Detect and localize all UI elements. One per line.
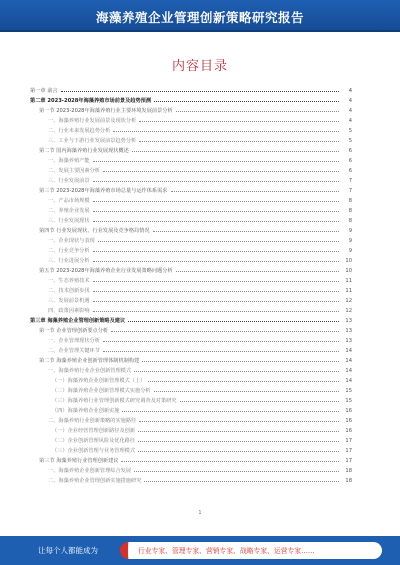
toc-leader-dots: [154, 386, 339, 392]
toc-entry-page: 14: [345, 368, 352, 374]
toc-entry[interactable]: [30, 396, 352, 406]
toc-entry[interactable]: [30, 366, 352, 376]
toc-entry-page: 17: [345, 448, 352, 454]
toc-entry-page: 15: [345, 398, 352, 404]
toc-entry-page: 16: [345, 418, 352, 424]
toc-entry[interactable]: [30, 306, 352, 316]
toc-entry[interactable]: [30, 456, 352, 466]
toc-entry-page: 4: [348, 118, 352, 124]
toc-entry-page: 4: [348, 88, 352, 94]
toc-leader-dots: [113, 126, 339, 132]
toc-leader-dots: [144, 476, 339, 482]
toc-entry-page: 11: [345, 288, 352, 294]
toc-entry-page: 5: [348, 128, 352, 134]
toc-entry[interactable]: [30, 266, 352, 276]
toc-leader-dots: [138, 446, 339, 452]
toc-entry-label: （一）海藻养殖企业创新管理模式（上）: [52, 378, 146, 384]
toc-entry-page: 12: [345, 298, 352, 304]
toc-entry-label: 第四节 行业发展现状、行业发展及竞争格局情况: [39, 228, 150, 234]
toc-entry-label: （二）海藻养殖企业创新管理模式实施分析: [52, 388, 151, 394]
toc-entry-label: 二、行业竞争分析: [48, 248, 90, 254]
toc-entry-page: 18: [345, 478, 352, 484]
toc-entry[interactable]: [30, 186, 352, 196]
toc-leader-dots: [139, 136, 339, 142]
toc-entry-page: 11: [345, 278, 352, 284]
toc-entry-page: 17: [345, 458, 352, 464]
toc-entry-page: 13: [345, 338, 352, 344]
toc-entry-label: 二、海藻养殖行业创新策略的实施路径: [48, 418, 137, 424]
toc-entry[interactable]: [30, 286, 352, 296]
toc-leader-dots: [128, 316, 339, 322]
toc-entry-page: 13: [345, 328, 352, 334]
toc-entry-label: （三）海藻养殖行业管理创新模式研究调查及对策研究: [52, 398, 177, 404]
toc-leader-dots: [176, 106, 339, 112]
toc-leader-dots: [93, 176, 339, 182]
toc-entry-page: 9: [348, 228, 352, 234]
toc-entry[interactable]: [30, 176, 352, 186]
toc-entry-page: 15: [345, 388, 352, 394]
toc-entry-label: 三、工业与下游行业发展前景趋势分析: [48, 138, 137, 144]
toc-entry-label: 二、行业未来发展趋势分析: [48, 128, 111, 134]
toc-entry-label: 一、企业现状与表现: [48, 238, 95, 244]
toc-leader-dots: [93, 246, 339, 252]
toc-leader-dots: [138, 426, 339, 432]
toc-leader-dots: [139, 416, 339, 422]
toc-entry-label: 三、行业进展分析: [48, 258, 90, 264]
report-title: 海藻养殖企业管理创新策略研究报告: [95, 10, 304, 25]
toc-entry-page: 10: [345, 268, 352, 274]
toc-entry[interactable]: [30, 106, 352, 116]
toc-entry-label: 二、企业管理关键环节: [48, 348, 100, 354]
toc-entry-label: （四）海藻养殖企业创新实施: [52, 408, 120, 414]
footer-bar: [0, 536, 400, 565]
toc-entry[interactable]: [30, 386, 352, 396]
toc-entry-page: 7: [348, 188, 352, 194]
toc-entry-label: 二、技术创新步伐: [48, 288, 90, 294]
toc-entry-label: （二）企业创新管理风险及优化路径: [52, 438, 136, 444]
toc-entry[interactable]: [30, 346, 352, 356]
toc-entry-label: 第一节 2023-2028年海藻养殖行业主要环境发展前景分析: [39, 108, 173, 114]
toc-leader-dots: [148, 376, 339, 382]
toc-entry-label: （三）企业创新管理与业务管理模式: [52, 448, 136, 454]
toc-entry[interactable]: [30, 426, 352, 436]
page-number: 1: [198, 510, 202, 516]
toc-leader-dots: [61, 86, 339, 92]
toc-leader-dots: [93, 286, 339, 292]
toc-leader-dots: [134, 366, 339, 372]
toc-entry-page: 14: [345, 378, 352, 384]
toc-entry-label: 一、海藻养殖行业企业创新管理模式: [48, 368, 132, 374]
table-of-contents: [30, 86, 352, 486]
toc-entry-label: 第二节 海藻养殖企业创新管理体制机制构建: [39, 358, 140, 364]
toc-entry[interactable]: [30, 236, 352, 246]
toc-entry-page: 4: [348, 108, 352, 114]
toc-entry-label: 第三章 海藻养殖企业管理创新策略及建议: [30, 318, 126, 324]
toc-entry-page: 9: [348, 238, 352, 244]
toc-entry-page: 8: [348, 198, 352, 204]
toc-entry-label: 第二章 2023-2028年海藻养殖市场前景及趋势预测: [30, 98, 152, 104]
toc-entry[interactable]: [30, 356, 352, 366]
toc-leader-dots: [93, 296, 339, 302]
toc-entry-label: （一）企业经营管理创新路径及创新: [52, 428, 136, 434]
toc-leader-dots: [171, 186, 340, 192]
toc-entry-label: 三、行业发展现状: [48, 218, 90, 224]
toc-leader-dots: [93, 156, 339, 162]
footer-pill-text: 行业专家、管理专家、营销专家、战略专家、运营专家……: [138, 547, 315, 555]
toc-entry-label: 三、行业发展前景: [48, 178, 90, 184]
toc-leader-dots: [93, 306, 339, 312]
toc-entry-label: 一、海藻养殖企业创新管理综合发展: [48, 468, 132, 474]
toc-leader-dots: [93, 196, 339, 202]
toc-entry[interactable]: [30, 466, 352, 476]
toc-entry[interactable]: [30, 416, 352, 426]
toc-entry-label: 第五节 2023-2028年海藻养殖企业行业发展策略问题分析: [39, 268, 173, 274]
toc-entry-label: 二、海藻养殖企业管理创新实施措施研究: [48, 478, 142, 484]
toc-entry-label: 一、海藻养殖行业发展前景及现状分析: [48, 118, 137, 124]
toc-entry-page: 8: [348, 208, 352, 214]
toc-entry-label: 一、海藻养殖产能: [48, 158, 90, 164]
toc-entry-page: 12: [345, 308, 352, 314]
toc-entry[interactable]: [30, 376, 352, 386]
footer-slogan: 让每个人都能成为: [38, 546, 98, 555]
toc-leader-dots: [142, 356, 339, 362]
toc-leader-dots: [134, 466, 339, 472]
toc-entry-page: 4: [348, 98, 352, 104]
toc-entry-page: 18: [345, 468, 352, 474]
report-header-bar: [0, 0, 400, 32]
toc-entry-label: 四、政策因素影响: [48, 308, 90, 314]
toc-entry[interactable]: [30, 166, 352, 176]
toc-entry-label: 二、发展主要因素分析: [48, 168, 100, 174]
toc-entry[interactable]: [30, 86, 352, 96]
toc-leader-dots: [138, 436, 339, 442]
toc-entry-page: 13: [345, 318, 352, 324]
toc-entry-page: 6: [348, 148, 352, 154]
toc-leader-dots: [121, 456, 339, 462]
toc-leader-dots: [111, 326, 339, 332]
toc-leader-dots: [93, 256, 339, 262]
toc-entry[interactable]: [30, 246, 352, 256]
toc-entry[interactable]: [30, 126, 352, 136]
toc-entry-label: 第三节 海藻养殖行业管理创新建议: [39, 458, 119, 464]
toc-leader-dots: [103, 346, 339, 352]
toc-leader-dots: [139, 116, 339, 122]
toc-entry[interactable]: [30, 146, 352, 156]
toc-leader-dots: [93, 206, 339, 212]
toc-leader-dots: [180, 396, 339, 402]
toc-entry-page: 16: [345, 428, 352, 434]
toc-entry-page: 7: [348, 178, 352, 184]
toc-entry-label: 三、发展前景机遇: [48, 298, 90, 304]
toc-entry[interactable]: [30, 336, 352, 346]
toc-entry-label: 二、养殖企业发展: [48, 208, 90, 214]
toc-leader-dots: [132, 146, 339, 152]
toc-leader-dots: [103, 166, 339, 172]
toc-entry-page: 17: [345, 438, 352, 444]
toc-leader-dots: [98, 236, 339, 242]
toc-entry[interactable]: [30, 276, 352, 286]
toc-entry[interactable]: [30, 216, 352, 226]
toc-entry-label: 第一章 前言: [30, 88, 58, 94]
toc-entry[interactable]: [30, 116, 352, 126]
toc-entry-label: 一、生态养殖技术: [48, 278, 90, 284]
toc-entry-page: 16: [345, 408, 352, 414]
toc-leader-dots: [93, 216, 339, 222]
toc-entry[interactable]: [30, 406, 352, 416]
toc-entry-label: 一、企业管理现状分析: [48, 338, 100, 344]
toc-entry-label: 第一节 企业管理创新要点分析: [39, 328, 109, 334]
toc-entry-label: 一、产品市场规模: [48, 198, 90, 204]
footer-pill: [120, 542, 382, 559]
toc-entry-page: 14: [345, 348, 352, 354]
toc-leader-dots: [103, 336, 339, 342]
toc-entry[interactable]: [30, 226, 352, 236]
toc-entry-page: 10: [345, 258, 352, 264]
toc-leader-dots: [93, 276, 339, 282]
toc-entry[interactable]: [30, 256, 352, 266]
toc-entry[interactable]: [30, 316, 352, 326]
toc-entry[interactable]: [30, 476, 352, 486]
toc-entry-page: 14: [345, 358, 352, 364]
toc-entry-label: 第二节 国内海藻养殖行业发展现状概述: [39, 148, 129, 154]
toc-entry[interactable]: [30, 326, 352, 336]
toc-entry-page: 6: [348, 168, 352, 174]
toc-entry-label: 第三节 2023-2028年海藻养殖市场总量与运作体系需求: [39, 188, 168, 194]
toc-leader-dots: [153, 226, 339, 232]
toc-entry-page: 6: [348, 158, 352, 164]
toc-entry[interactable]: [30, 156, 352, 166]
toc-entry-page: 8: [348, 218, 352, 224]
toc-entry[interactable]: [30, 446, 352, 456]
toc-leader-dots: [122, 406, 339, 412]
toc-leader-dots: [154, 96, 339, 102]
toc-entry[interactable]: [30, 136, 352, 146]
toc-entry[interactable]: [30, 96, 352, 106]
toc-entry[interactable]: [30, 196, 352, 206]
toc-entry-page: 9: [348, 248, 352, 254]
toc-entry[interactable]: [30, 206, 352, 216]
toc-leader-dots: [176, 266, 339, 272]
toc-entry-page: 5: [348, 138, 352, 144]
toc-entry[interactable]: [30, 296, 352, 306]
toc-entry[interactable]: [30, 436, 352, 446]
toc-heading: 内容目录: [171, 59, 228, 74]
